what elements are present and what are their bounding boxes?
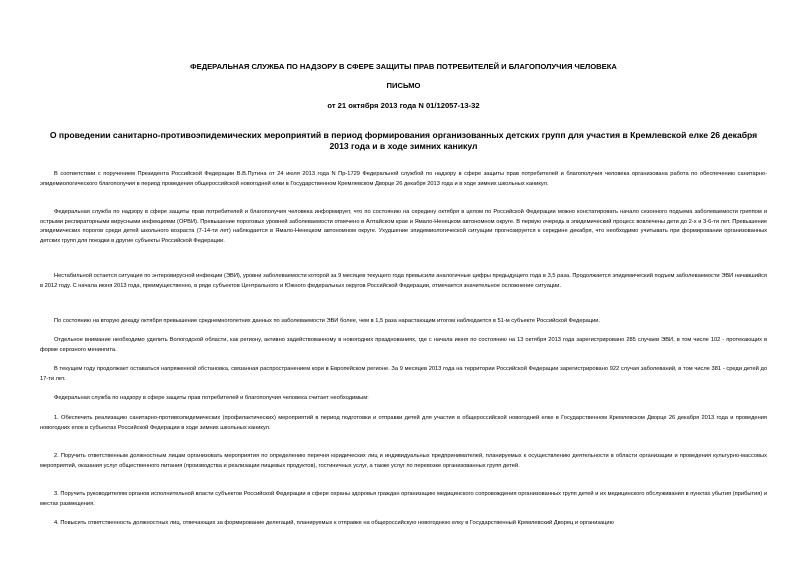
- paragraph: В соответствии с поручением Президента Российской Федерации В.В.Путина от 24 июля 2013 года N Пр-1729 Федеральной службой по надзору в сфере защиты прав потребителей и благополучия человека организована работа по обеспечению санитарно-эпидемиологического благополучия в период проведения общероссийской новогодней елки в Государственном Кремлевском Дворце 26 декабря 2013 года и в ходе зимних школьных каникул.: [40, 171, 767, 187]
- list-item-4: 4. Повысить ответственность должностных лиц, отвечающих за формирование делегаций, планируемых к отправке на общероссийскую новогоднюю елку в Государственный Кремлевский Дворец и организацию: [54, 520, 614, 526]
- paragraph: По состоянию на вторую декаду октября превышение среднемноголетних данных по заболеваемости ЭВИ более, чем в 1,5 раза нарастающим итогом наблюдается в 51-м субъекте Российской Федерации.: [54, 318, 601, 324]
- paragraph: Отдельное внимание необходимо уделить Вологодской области, как региону, активно задействованному в новогодних празднованиях, где с начала июня по состоянию на 13 октября 2013 года зарегистрировано 285 случаев ЭВИ, в том числе 102 - протекающих в форме серозного менингита.: [40, 337, 767, 353]
- paragraph: Нестабильной остается ситуация по энтеровирусной инфекции (ЭВИ), уровни заболеваемости которой за 9 месяцев текущего года превысили аналогичные цифры предыдущего года в 3,5 раза. Продолжается эпидемический подъем заболеваемости ЭВИ начавшийся в 2012 году. С начала июня 2013 года, преимущественно, в ряде субъектов Центрального и Южного федеральных округов Российской Федерации, отмечается значительное осложнение ситуации.: [40, 273, 767, 289]
- list-item-2: 2. Поручить ответственным должностным лицам организовать мероприятия по определению перечня юридических лиц и индивидуальных предпринимателей, планируемых к осуществлению деятельности в области организации и проведения культурно-массовых мероприятий, оказания услуг общественного питания (производства и реализации пищевых продуктов), гостиничных услуг, а также услуг по перевозке организованных групп детей.: [40, 453, 767, 469]
- paragraph: Федеральная служба по надзору в сфере защиты прав потребителей и благополучия человека информирует, что по состоянию на середину октября в целом по Российской Федерации можно констатировать начало сезонного подъема заболеваемости гриппом и острыми респираторными вирусными инфекциями (ОРВИ). Превышение пороговых уровней заболеваемости отмечено в Алтайском крае и Ямало-Ненецком автономном округе. В первую очередь в эпидемический процесс вовлечены дети до 2-х и 3-6-ти лет. Превышение эпидемических порогов среди детей школьного возраста (7-14-ти лет) наблюдается в Ямало-Ненецком автономном округе. Ухудшение эпидемиологической ситуации прогнозируется к середине декабря, что необходимо учитывать при формировании организованных детских групп для поездки в другие субъекты Российской Федерации.: [40, 209, 767, 244]
- list-item-1: 1. Обеспечить реализацию санитарно-противоэпидемических (профилактических) мероприятий в период подготовки и отправки детей для участия в общероссийской новогодней елке в Государственном Кремлевском Дворце 26 декабря 2013 года и проведения новогодних елок в субъектах Российской Федерации в ходе зимних школьных каникул.: [40, 415, 767, 431]
- agency-heading: ФЕДЕРАЛЬНАЯ СЛУЖБА ПО НАДЗОРУ В СФЕРЕ ЗАЩИТЫ ПРАВ ПОТРЕБИТЕЛЕЙ И БЛАГОПОЛУЧИЯ ЧЕЛОВЕКА: [190, 62, 617, 71]
- document-date-number: от 21 октября 2013 года N 01/12057-13-32: [327, 101, 480, 110]
- document-type: ПИСЬМО: [386, 81, 421, 90]
- paragraph: Федеральная служба по надзору в сфере защиты прав потребителей и благополучия человека считает необходимым:: [54, 395, 369, 401]
- list-item-3: 3. Поручить руководителям органов исполнительной власти субъектов Российской Федерации в сфере охраны здоровья граждан организацию медицинского сопровождения организованных групп детей и их медицинского обслуживания в пунктах убытия (прибытия) и местах размещения.: [40, 491, 767, 507]
- paragraph: В текущем году продолжает оставаться напряженной обстановка, связанная распространением кори в Европейском регионе. За 9 месяцев 2013 года на территории Российской Федерации зарегистрировано 922 случая заболеваний, в том числе 381 - среди детей до 17-ти лет.: [40, 366, 767, 382]
- document-subject: О проведении санитарно-противоэпидемических мероприятий в период формирования организованных детских групп для участия в Кремлевской елке 26 декабря 2013 года и в ходе зимних каникул: [49, 130, 758, 151]
